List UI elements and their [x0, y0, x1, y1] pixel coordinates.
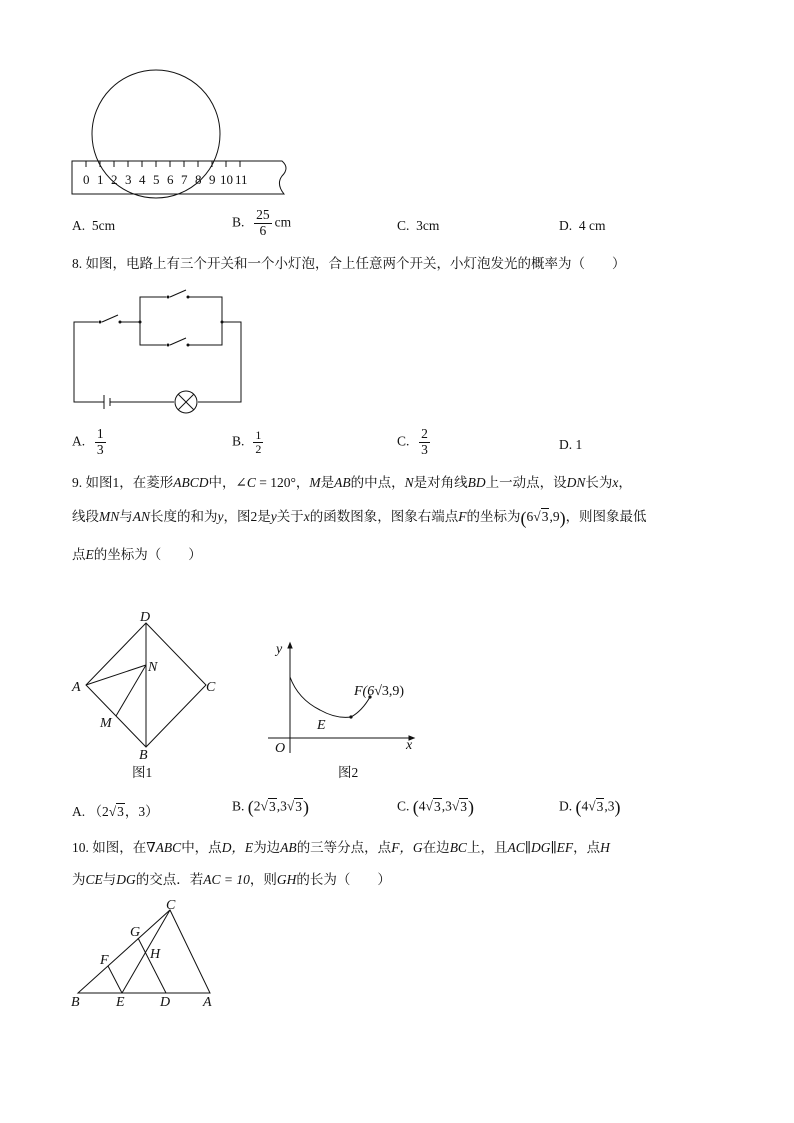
- rhombus-figure: [66, 605, 226, 785]
- denominator: 6: [259, 222, 267, 238]
- vertex-d: D: [140, 610, 151, 625]
- math: BC: [449, 840, 467, 855]
- vertex-b: B: [139, 748, 148, 763]
- math: y: [217, 509, 224, 524]
- text: 的坐标为: [466, 509, 521, 524]
- switch-contact: [99, 321, 102, 324]
- option-label: D.: [559, 798, 573, 814]
- q9-stem-line-3: [72, 538, 732, 572]
- option-value: 3cm: [416, 218, 440, 233]
- circuit-figure: [66, 285, 251, 415]
- option-label: B.: [232, 433, 245, 449]
- text: ，: [618, 475, 632, 490]
- text: 为: [72, 872, 86, 887]
- math: ∇ABC: [146, 840, 182, 855]
- point-f-label-start: F(6: [354, 684, 375, 699]
- ruler-number: 5: [153, 172, 160, 187]
- option-label: D.: [559, 218, 573, 233]
- paren: ): [467, 797, 474, 817]
- q7-option-d[interactable]: [559, 218, 606, 234]
- option-label: B.: [232, 798, 245, 814]
- q7-option-c[interactable]: [397, 218, 439, 234]
- math: AC∥DG∥EF: [507, 840, 574, 855]
- text: 的函数图象，图象右端点: [309, 509, 459, 524]
- triangle-abc: [78, 910, 210, 993]
- math: 6: [526, 509, 534, 524]
- vertex-b: B: [71, 995, 80, 1010]
- math: H: [600, 840, 610, 855]
- math: AB: [280, 840, 297, 855]
- text: 与: [102, 872, 117, 887]
- fraction: [253, 429, 263, 456]
- fraction: [254, 208, 272, 239]
- point-h: H: [150, 947, 161, 962]
- text: 长为: [585, 475, 613, 490]
- math: DN: [566, 475, 586, 490]
- option-label: C.: [397, 218, 410, 233]
- q8-option-d[interactable]: [559, 437, 582, 453]
- switch-contact: [119, 321, 122, 324]
- option-value: ,3: [276, 798, 287, 814]
- q9-option-a[interactable]: A. （2√3，3）: [72, 804, 159, 819]
- ruler-number: 11: [235, 172, 248, 187]
- math: F，G: [391, 840, 423, 855]
- vertex-a: A: [72, 680, 81, 695]
- junction: [139, 321, 142, 324]
- text: 的坐标为（ ）: [93, 547, 202, 562]
- math: AB: [334, 475, 351, 490]
- option-label: B.: [232, 214, 245, 230]
- ruler-number: 8: [195, 172, 202, 187]
- switch-contact: [187, 344, 190, 347]
- option-root: 3: [295, 798, 302, 814]
- paren: (: [575, 797, 582, 817]
- function-graph-figure: [262, 635, 432, 785]
- axis-label-x: x: [406, 738, 413, 753]
- fraction: [419, 427, 430, 458]
- option-label: C.: [397, 433, 410, 449]
- triangle-figure: [66, 898, 226, 1013]
- math: E: [85, 547, 94, 562]
- fraction: [95, 427, 106, 458]
- wire: [188, 322, 222, 345]
- text: 中，∠: [208, 475, 247, 490]
- ruler-number: 10: [220, 172, 233, 187]
- figure-caption: 图1: [132, 765, 153, 780]
- option-label: D.: [559, 437, 573, 452]
- point-g: G: [130, 925, 141, 940]
- wire: [188, 297, 222, 322]
- text: 为边: [253, 840, 281, 855]
- math: AC = 10: [203, 872, 250, 887]
- wire: [198, 322, 241, 402]
- ruler: [72, 161, 286, 194]
- option-label: A.: [72, 804, 86, 819]
- point-e-label: E: [317, 718, 326, 733]
- math: BD: [467, 475, 486, 490]
- q7-option-a[interactable]: [72, 218, 115, 234]
- option-value: 4 cm: [578, 218, 606, 233]
- option-value: ,3: [441, 798, 452, 814]
- text: 长度的和为: [150, 509, 218, 524]
- option-value: 4: [418, 798, 426, 814]
- q8-option-b[interactable]: [232, 429, 266, 456]
- ruler-ticks: [86, 161, 240, 167]
- switch-contact: [167, 344, 170, 347]
- option-value: 5cm: [91, 218, 116, 233]
- ruler-number: 0: [83, 172, 90, 187]
- text: = 120°，: [255, 475, 310, 490]
- paren: (: [520, 507, 527, 528]
- ruler-number: 3: [125, 172, 132, 187]
- text: 与: [119, 509, 133, 524]
- vertex-c: C: [206, 680, 216, 695]
- math: y: [270, 509, 277, 524]
- text: 上一动点，设: [485, 475, 567, 490]
- q10-stem-line-1: [72, 831, 732, 865]
- point-e: E: [116, 995, 125, 1010]
- math: ABCD: [173, 475, 209, 490]
- switch-contact: [187, 296, 190, 299]
- wire: [140, 322, 166, 345]
- text: 9. 如图1，在菱形: [72, 475, 174, 490]
- math: CE: [85, 872, 103, 887]
- point-f: F: [100, 953, 109, 968]
- point-d: D: [160, 995, 171, 1010]
- q10-stem-line-2: [72, 863, 732, 897]
- text: ，点: [573, 840, 601, 855]
- point-f-label: [353, 684, 404, 699]
- paren: (: [247, 797, 254, 817]
- point-m: M: [100, 716, 112, 731]
- text: 的三等分点，点: [296, 840, 392, 855]
- ruler-number: 1: [97, 172, 104, 187]
- text: 是对角线: [413, 475, 468, 490]
- switch-1: [102, 315, 118, 322]
- option-value: 1: [575, 437, 583, 452]
- wire: [140, 297, 166, 322]
- numerator: 1: [96, 426, 104, 441]
- text: 关于: [276, 509, 304, 524]
- point-f-label-root: 3: [381, 684, 389, 699]
- q7-option-b[interactable]: [232, 208, 291, 239]
- segment-ef: [108, 966, 122, 993]
- ruler-number: 9: [209, 172, 216, 187]
- text: 的中点，: [350, 475, 405, 490]
- origin-label: O: [275, 741, 286, 756]
- option-root: 3: [433, 798, 441, 814]
- denominator: 2: [255, 442, 262, 457]
- option-label: A.: [72, 433, 86, 449]
- switch-3: [170, 338, 186, 345]
- q9-option-d[interactable]: D. (4√3,3): [559, 797, 621, 817]
- wire: [74, 322, 104, 402]
- text: 10. 如图，在: [72, 840, 147, 855]
- switch-2: [170, 290, 186, 297]
- denominator: 3: [96, 441, 104, 457]
- text: 在边: [422, 840, 450, 855]
- vertex-c: C: [166, 898, 176, 913]
- denominator: 3: [421, 441, 428, 457]
- text: 上，且: [466, 840, 508, 855]
- ruler-circle-figure: [60, 60, 300, 205]
- ruler-number: 7: [181, 172, 188, 187]
- q9-stem-line-2: 线段MN与AN长度的和为y，图2是y关于x的函数图象，图象右端点F的坐标为(6√3,9)，则图象最低: [72, 507, 647, 528]
- paren: ): [559, 507, 566, 528]
- text: 点: [72, 547, 86, 562]
- option-value: （2: [88, 804, 109, 819]
- text: 的交点．若: [135, 872, 204, 887]
- text: 中，点: [181, 840, 222, 855]
- math: N: [404, 475, 414, 490]
- text: 是: [320, 475, 335, 490]
- math: C: [246, 475, 256, 490]
- paren: ): [302, 797, 309, 817]
- point-f-label-end: ,9): [388, 684, 405, 699]
- option-root: 3: [268, 798, 276, 814]
- point-n: N: [148, 660, 158, 675]
- numerator: 25: [256, 207, 270, 222]
- q9-option-c[interactable]: C. (4√3,3√3): [397, 797, 474, 817]
- math: DG: [116, 872, 136, 887]
- math: GH: [276, 872, 297, 887]
- math: x: [612, 475, 619, 490]
- point-e: [349, 715, 352, 718]
- math: MN: [99, 509, 120, 524]
- ruler-number: 2: [111, 172, 118, 187]
- math: F: [458, 509, 467, 524]
- vertex-a: A: [203, 995, 212, 1010]
- option-label: A.: [72, 218, 86, 233]
- q8-option-a[interactable]: [72, 427, 109, 458]
- math: M: [309, 475, 321, 490]
- text: ，则: [249, 872, 277, 887]
- option-value: 4: [581, 798, 589, 814]
- paren: (: [412, 797, 419, 817]
- axis-label-y: y: [276, 642, 283, 657]
- math: AN: [132, 509, 151, 524]
- numerator: 2: [421, 426, 428, 441]
- sqrt-sign: √: [374, 684, 382, 699]
- option-label: C.: [397, 798, 410, 814]
- text: 线段: [72, 509, 99, 524]
- q9-stem-line-1: [72, 466, 732, 500]
- ruler-number: 6: [167, 172, 174, 187]
- option-root: 3: [117, 804, 124, 819]
- text: 的长为（ ）: [296, 872, 391, 887]
- unit: cm: [274, 214, 292, 230]
- switch-contact: [167, 296, 170, 299]
- math: ,9: [549, 509, 560, 524]
- text: ，图2是: [223, 509, 271, 524]
- option-root: 3: [596, 798, 604, 814]
- option-root: 3: [460, 798, 467, 814]
- figure-caption: 图2: [338, 765, 359, 780]
- numerator: 1: [255, 428, 262, 442]
- q8-option-c[interactable]: [397, 427, 433, 458]
- ruler-numbers: [83, 172, 248, 187]
- q9-option-b[interactable]: B. (2√3,3√3): [232, 797, 309, 817]
- math: 3: [541, 509, 549, 524]
- option-value: ,3: [604, 798, 615, 814]
- paren: ): [614, 797, 621, 817]
- junction: [221, 321, 224, 324]
- ruler-number: 4: [139, 172, 146, 187]
- q8-stem: 8. 如图，电路上有三个开关和一个小灯泡，合上任意两个开关，小灯泡发光的概率为（ ）: [72, 256, 626, 271]
- segment-ce: [122, 910, 170, 993]
- option-value-end: ，3）: [124, 804, 159, 819]
- math: D，E: [221, 840, 254, 855]
- text: ，则图象最低: [565, 509, 647, 524]
- option-value: 2: [253, 798, 261, 814]
- math: x: [303, 509, 310, 524]
- segment-mn: [116, 665, 146, 716]
